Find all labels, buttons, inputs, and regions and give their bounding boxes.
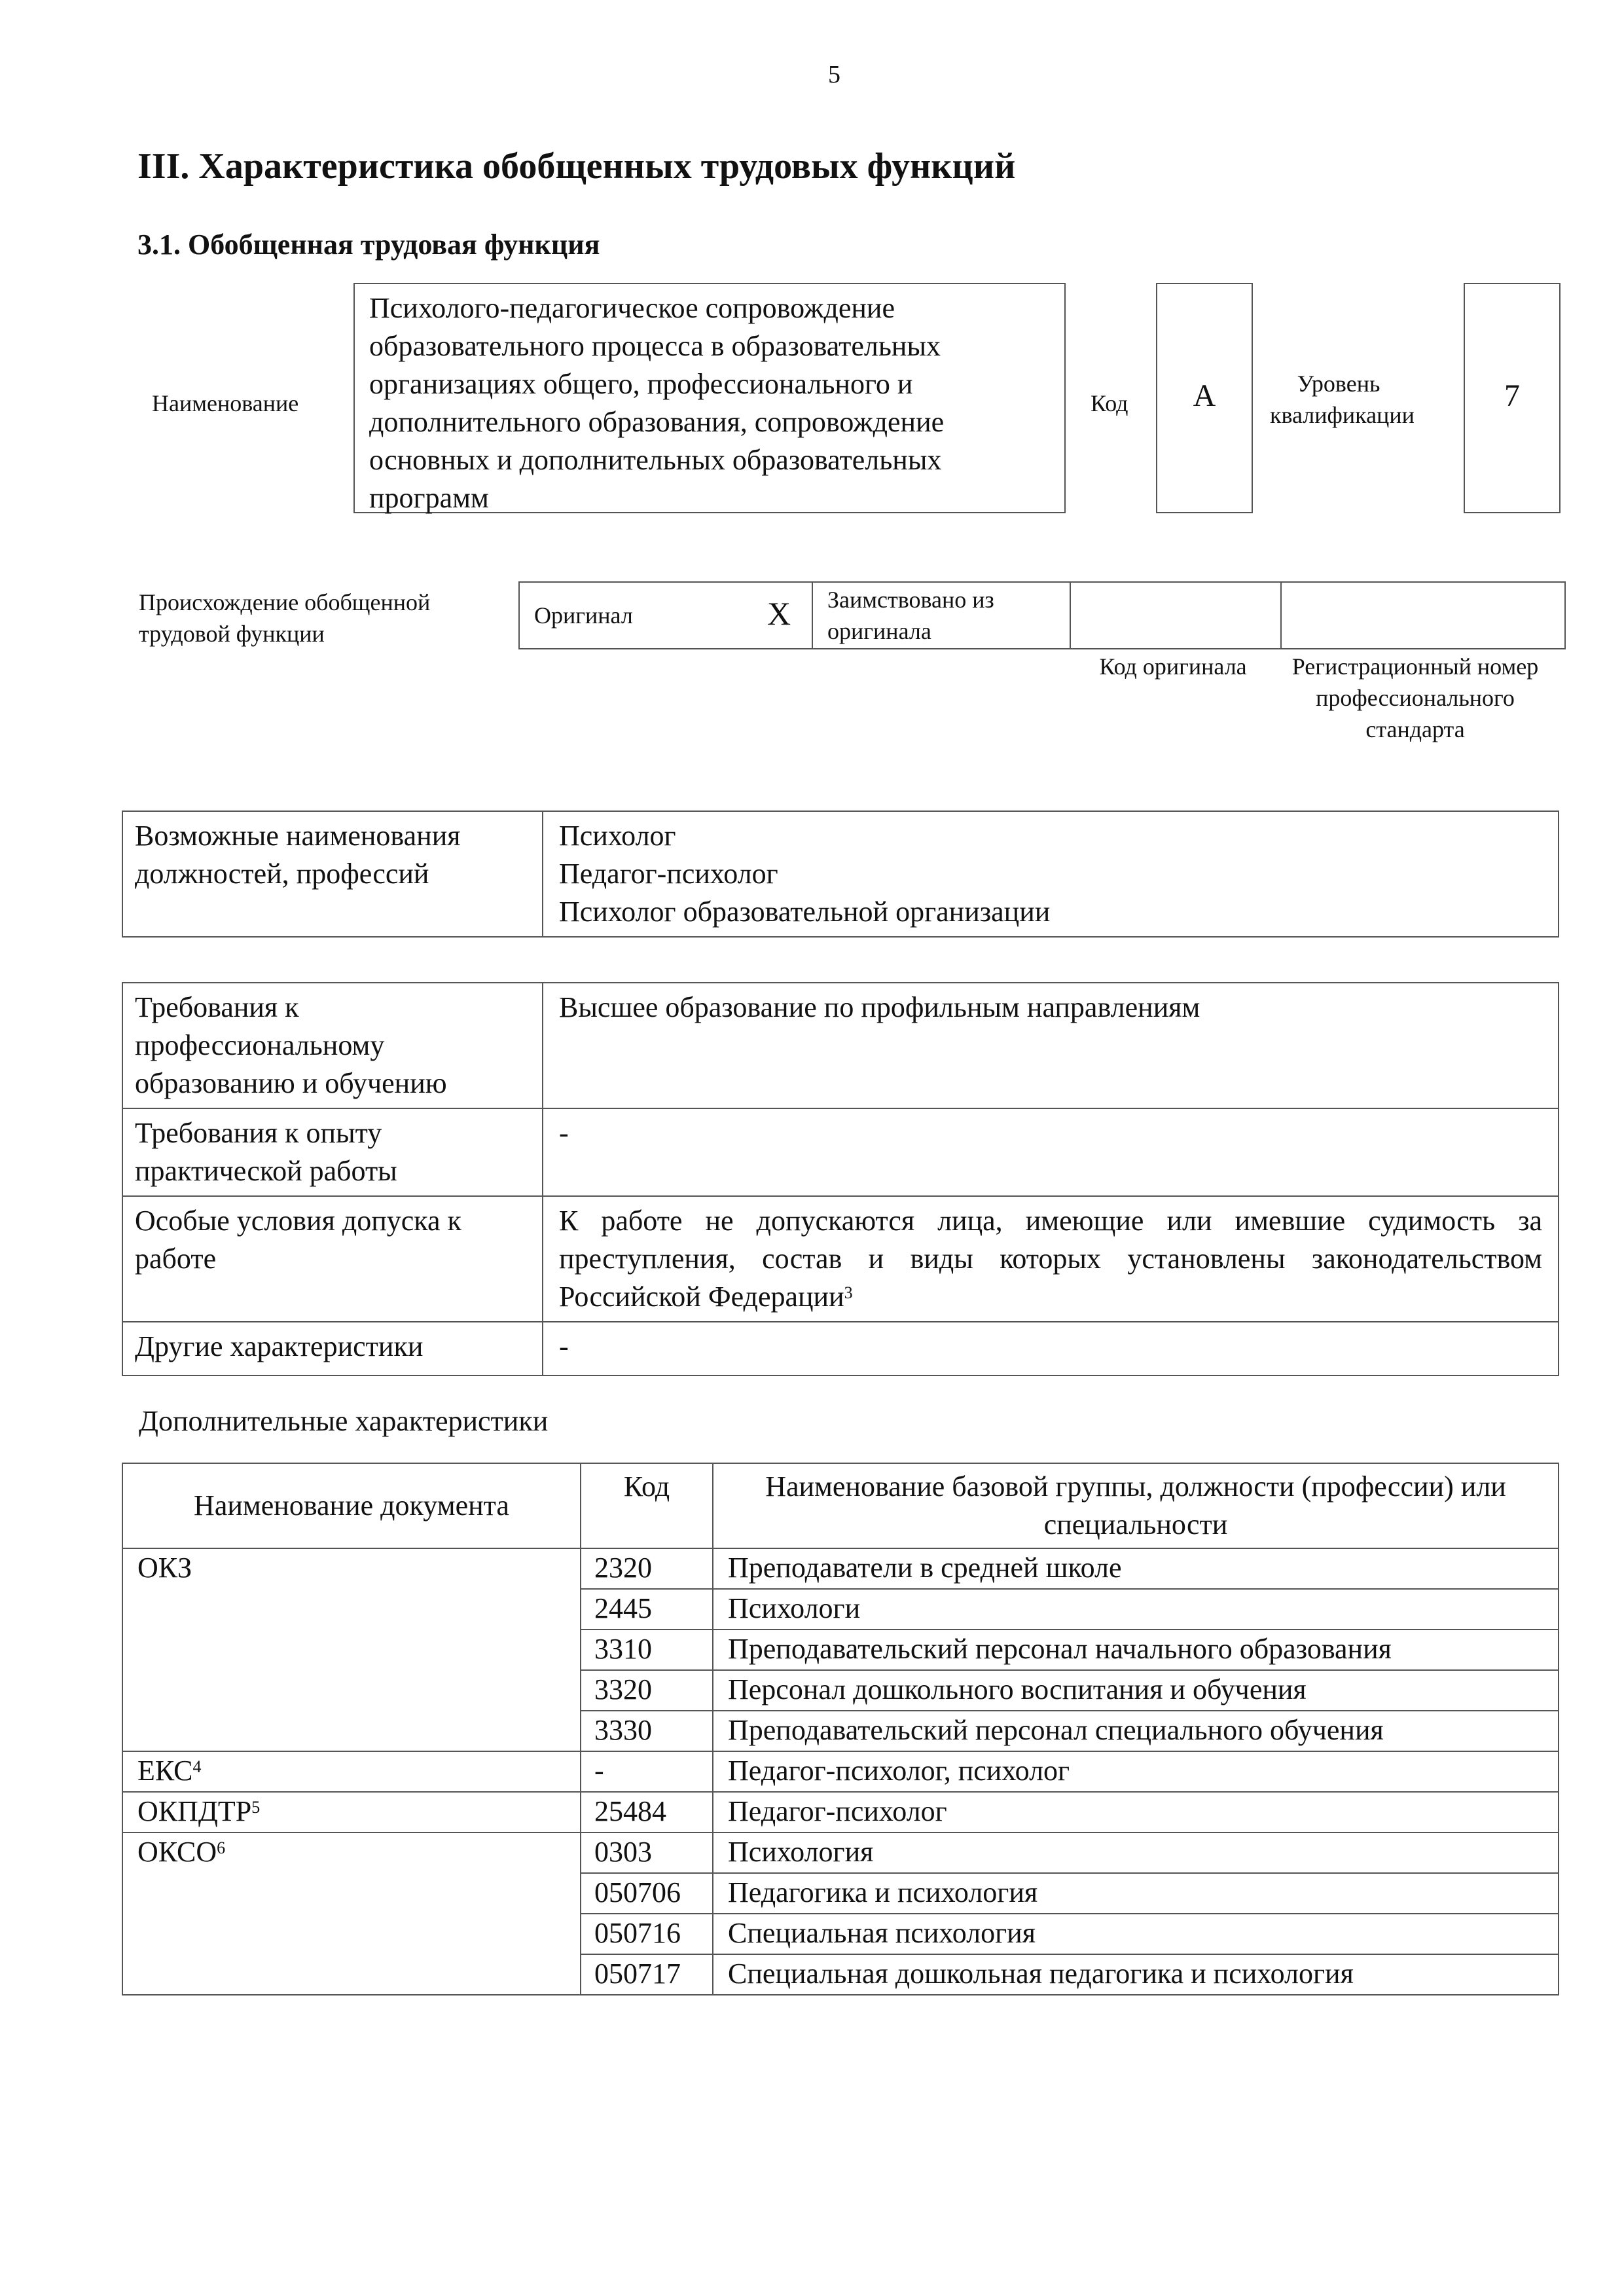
doc-cell [122,1832,581,1995]
code-cell: 2445 [581,1589,713,1630]
req-value: Высшее образование по профильным направлениям [543,983,1559,1108]
doc-text: ОКПДТР [137,1795,252,1827]
section-title: III. Характеристика обобщенных трудовых функций [137,146,1016,187]
origin-label: Происхождение обобщенной трудовой функции [139,589,431,647]
req-value [543,1196,1559,1322]
original-mark: X [767,595,791,632]
code-original-caption: Код оригинала [1099,653,1247,680]
name-value: Психолого-педагогическое сопровождение образовательного процесса в образовательных организациях общего, профессионального и дополнительного образования, сопровождение основных и дополнительных образовательных программ [353,283,1066,513]
code-cell: 050706 [581,1873,713,1914]
code-cell: 2320 [581,1548,713,1589]
code-cell: - [581,1751,713,1792]
origin-borrowed-cell [812,582,1070,649]
doc-text: ОКСО [137,1836,217,1868]
col-header-code: Код [581,1463,713,1548]
req-value-text: К работе не допускаются лица, имеющие или имевшие судимость за преступления, состав и виды которых установлены законодательством Российской Федерации [559,1205,1542,1313]
footnote-mark: 4 [192,1757,202,1776]
req-value: - [543,1322,1559,1376]
reg-number-caption: Регистрационный номер профессионального стандарта [1291,653,1539,742]
doc-cell [122,1792,581,1832]
name-cell: Педагогика и психология [713,1873,1559,1914]
additional-title: Дополнительные характеристики [139,1405,549,1437]
name-cell: Преподавательский персонал специального обучения [713,1711,1559,1751]
subsection-title: 3.1. Обобщенная трудовая функция [137,228,600,261]
code-cell: 050717 [581,1954,713,1995]
code-cell: 3330 [581,1711,713,1751]
original-label: Оригинал [534,602,633,629]
req-value: - [543,1108,1559,1196]
code-cell: 25484 [581,1792,713,1832]
origin-code-cell [1070,582,1281,649]
req-label: Требования к опыту практической работы [122,1108,543,1196]
code-cell: 3320 [581,1670,713,1711]
code-cell: 3310 [581,1630,713,1670]
level-label: Уровень квалификации [1270,371,1415,428]
name-cell: Персонал дошкольного воспитания и обучения [713,1670,1559,1711]
code-label: Код [1091,390,1128,416]
position-item: Психолог образовательной организации [559,896,1051,928]
name-cell: Преподавательский персонал начального образования [713,1630,1559,1670]
page-number: 5 [828,61,840,88]
name-cell: Психология [713,1832,1559,1873]
origin-table [518,581,1566,649]
code-cell: 050716 [581,1914,713,1954]
positions-table [122,811,1559,938]
name-cell: Педагог-психолог, психолог [713,1751,1559,1792]
doc-cell: ОКЗ [122,1548,581,1751]
level-value: 7 [1504,378,1520,413]
positions-label: Возможные наименования должностей, профессий [122,811,543,937]
origin-reg-cell [1281,582,1565,649]
footnote-mark: 3 [844,1283,853,1302]
req-label: Другие характеристики [122,1322,543,1376]
name-cell: Специальная психология [713,1914,1559,1954]
code-cell: 0303 [581,1832,713,1873]
req-label: Требования к профессиональному образованию и обучению [122,983,543,1108]
footnote-mark: 5 [251,1798,261,1817]
name-cell: Психологи [713,1589,1559,1630]
additional-table [122,1463,1559,1995]
requirements-table [122,982,1559,1376]
code-box [1156,283,1253,513]
origin-original-cell [519,582,812,649]
req-label: Особые условия допуска к работе [122,1196,543,1322]
position-item: Психолог [559,820,676,852]
position-item: Педагог-психолог [559,858,778,890]
footnote-mark: 6 [217,1838,226,1857]
name-cell: Специальная дошкольная педагогика и психология [713,1954,1559,1995]
doc-cell [122,1751,581,1792]
name-cell: Педагог-психолог [713,1792,1559,1832]
name-label: Наименование [152,390,299,416]
col-header-doc: Наименование документа [122,1463,581,1548]
positions-values [543,811,1559,937]
doc-text: ЕКС [137,1755,193,1787]
code-value: А [1193,378,1216,413]
level-box [1464,283,1561,513]
name-cell: Преподаватели в средней школе [713,1548,1559,1589]
col-header-name: Наименование базовой группы, должности (профессии) или специальности [713,1463,1559,1548]
borrowed-label: Заимствовано из оригинала [827,587,994,644]
